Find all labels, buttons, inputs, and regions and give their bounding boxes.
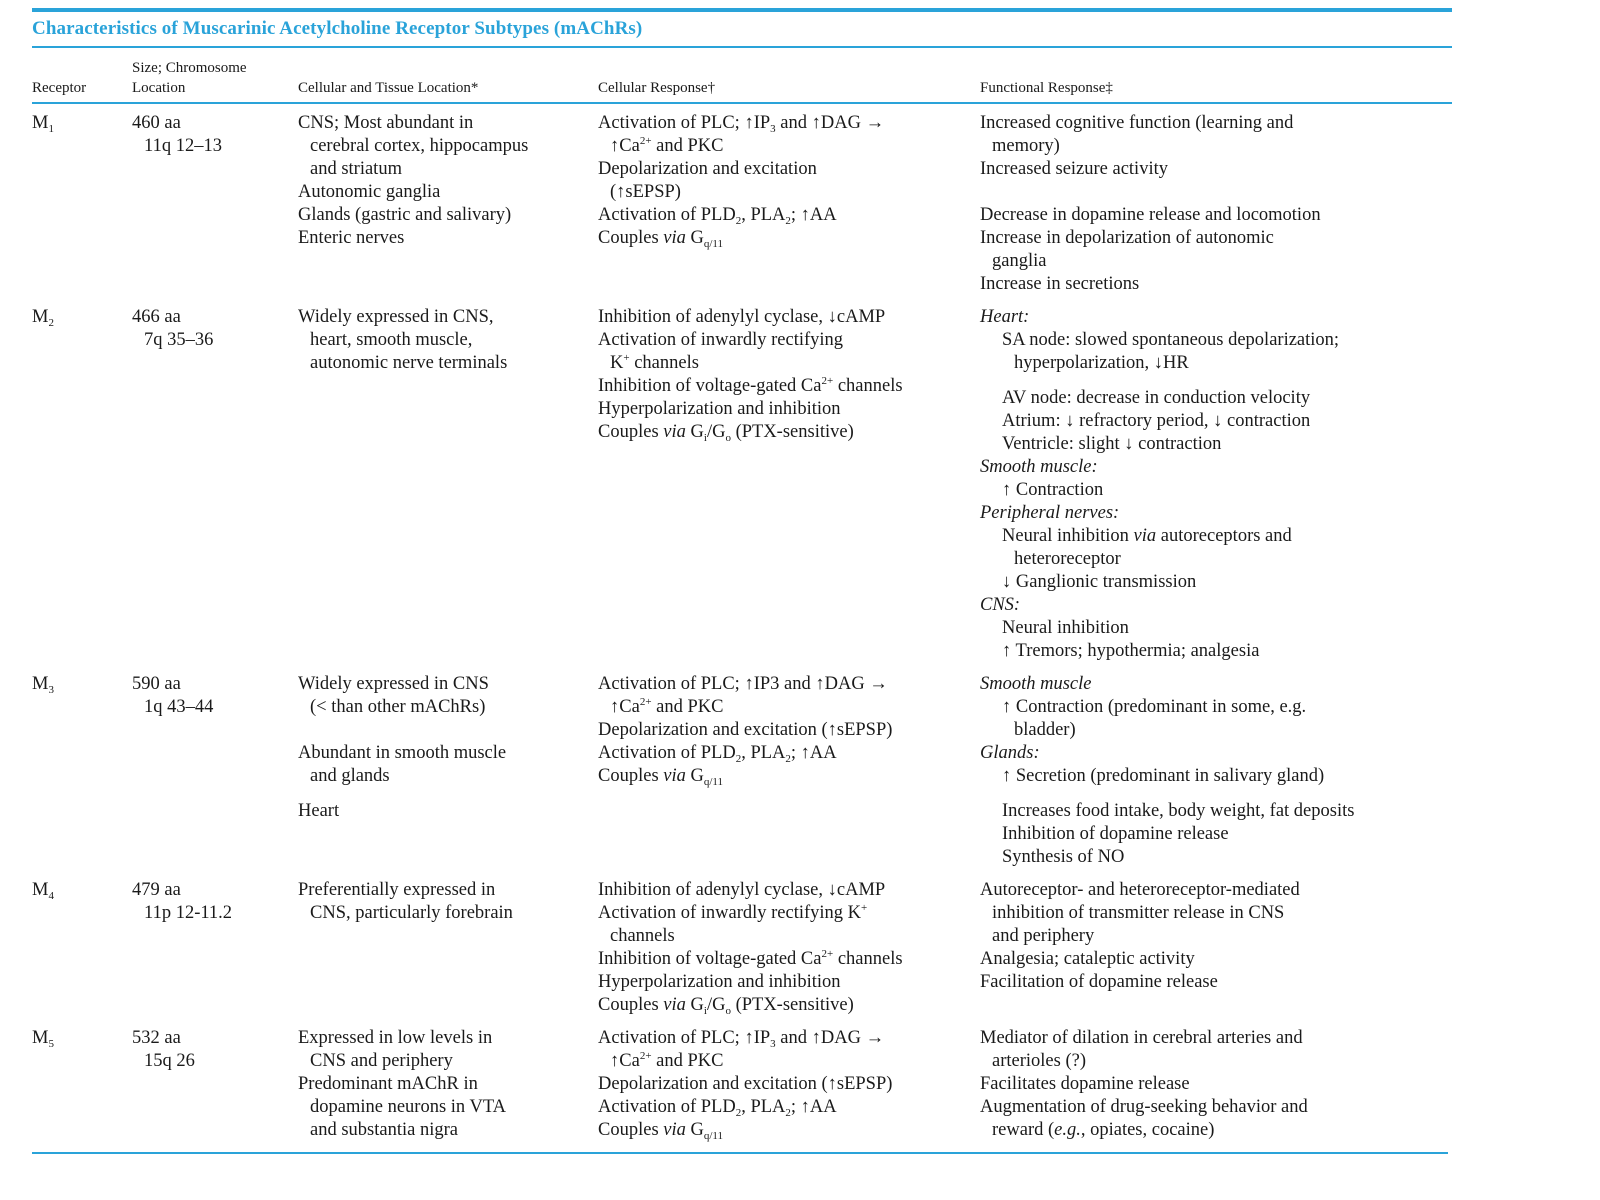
header-tissue: Cellular and Tissue Location* (298, 80, 479, 96)
table-title: Characteristics of Muscarinic Acetylcholine Receptor Subtypes (mAChRs) (32, 18, 643, 39)
table-row-m1 (32, 104, 1452, 306)
header-cellular: Cellular Response† (598, 80, 716, 96)
size-m4: 479 aa 11p 12-11.2 (132, 880, 233, 923)
cellular-m5: Activation of PLC; $↑IP_3$ and ↑DAG → $↑Ca^{2+}$ and PKC Depolarization and excitation (↑sEPSP) Activation of $PLD_2$, $PLA_2$; ↑AA Couples via $G_{q/11}$ (598, 1028, 893, 1142)
tissue-m3: Widely expressed in CNS (< than other mAChRs) Abundant in smooth muscle and glands Heart (298, 674, 507, 821)
receptor-m2: $M_2$ (32, 307, 54, 329)
table-row-m4 (32, 879, 1452, 1027)
functional-m2: Heart: SA node: slowed spontaneous depolarization; hyperpolarization, ↓HR AV node: decrease in conduction velocity Atrium: ↓ refractory period, ↓ contraction Ventricle: slight ↓ contraction Smooth muscle: ↑ Contraction Peripheral nerves: Neural inhibition via autoreceptors and heteroreceptor ↓ Ganglionic transmission CNS: Neural inhibition ↑ Tremors; hypothermia; analgesia (980, 307, 1340, 661)
cellular-m3: Activation of PLC; ↑IP3 and ↑DAG → $↑Ca^{2+}$ and PKC Depolarization and excitation (↑sEPSP) Activation of $PLD_2$, $PLA_2$; ↑AA Couples via $G_{q/11}$ (598, 674, 893, 788)
receptor-m4: $M_4$ (32, 880, 54, 902)
cellular-m2: Inhibition of adenylyl cyclase, ↓cAMP Activation of inwardly rectifying K+ channels Inhibition of voltage-gated $Ca^{2+}$ channels Hyperpolarization and inhibition Couples via $G_i/G_o$ (PTX-sensitive) (598, 307, 903, 444)
functional-m1: Increased cognitive function (learning and memory) Increased seizure activity Decrease in dopamine release and locomotion Increase in depolarization of autonomic ganglia Increase in secretions (980, 113, 1321, 294)
cellular-m4: Inhibition of adenylyl cyclase, ↓cAMP Activation of inwardly rectifying K+ channels Inhibition of voltage-gated $Ca^{2+}$ channels Hyperpolarization and inhibition Couples via $G_i/G_o$ (PTX-sensitive) (598, 880, 903, 1017)
size-m5: 532 aa 15q 26 (132, 1028, 195, 1071)
size-m1: 460 aa 11q 12–13 (132, 113, 222, 156)
table-page (32, 8, 1452, 1154)
table-row-m2 (32, 306, 1452, 673)
receptor-m3: $M_3$ (32, 674, 54, 696)
table-row-m3 (32, 673, 1452, 879)
size-m3: 590 aa 1q 43–44 (132, 674, 214, 717)
size-m2: 466 aa 7q 35–36 (132, 307, 214, 350)
functional-m3: Smooth muscle ↑ Contraction (predominant in some, e.g. bladder) Glands: ↑ Secretion (predominant in salivary gland) Increases food intake, body weight, fat deposits Inhibition of dopamine release Synthesis of NO (980, 674, 1355, 867)
receptor-m5: $M_5$ (32, 1028, 54, 1050)
table-row-m5 (32, 1027, 1452, 1142)
header-size: Size; Chromosome Location (132, 60, 247, 96)
tissue-m2: Widely expressed in CNS, heart, smooth muscle, autonomic nerve terminals (298, 307, 508, 373)
cellular-m1: Activation of PLC; $↑IP_3$ and ↑DAG → $↑Ca^{2+}$ and PKC Depolarization and excitation (↑sEPSP) Activation of $PLD_2$, $PLA_2$; ↑AA Couples via $G_{q/11}$ (598, 113, 885, 250)
header-receptor: Receptor (32, 80, 87, 96)
functional-m4: Autoreceptor- and heteroreceptor-mediated inhibition of transmitter release in CNS and periphery Analgesia; cataleptic activity Facilitation of dopamine release (980, 880, 1300, 992)
functional-m5: Mediator of dilation in cerebral arteries and arterioles (?) Facilitates dopamine release Augmentation of drug-seeking behavior and reward (e.g., opiates, cocaine) (980, 1028, 1308, 1140)
tissue-m1: CNS; Most abundant in cerebral cortex, hippocampus and striatum Autonomic ganglia Glands (gastric and salivary) Enteric nerves (298, 113, 529, 248)
bottom-rule (32, 1152, 1448, 1154)
header-row (32, 48, 1452, 102)
receptor-m1: $M_1$ (32, 113, 54, 135)
receptor-table (32, 48, 1452, 1142)
header-functional: Functional Response‡ (980, 80, 1113, 96)
tissue-m5: Expressed in low levels in CNS and periphery Predominant mAChR in dopamine neurons in VTA and substantia nigra (298, 1028, 506, 1140)
tissue-m4: Preferentially expressed in CNS, particularly forebrain (298, 880, 513, 923)
